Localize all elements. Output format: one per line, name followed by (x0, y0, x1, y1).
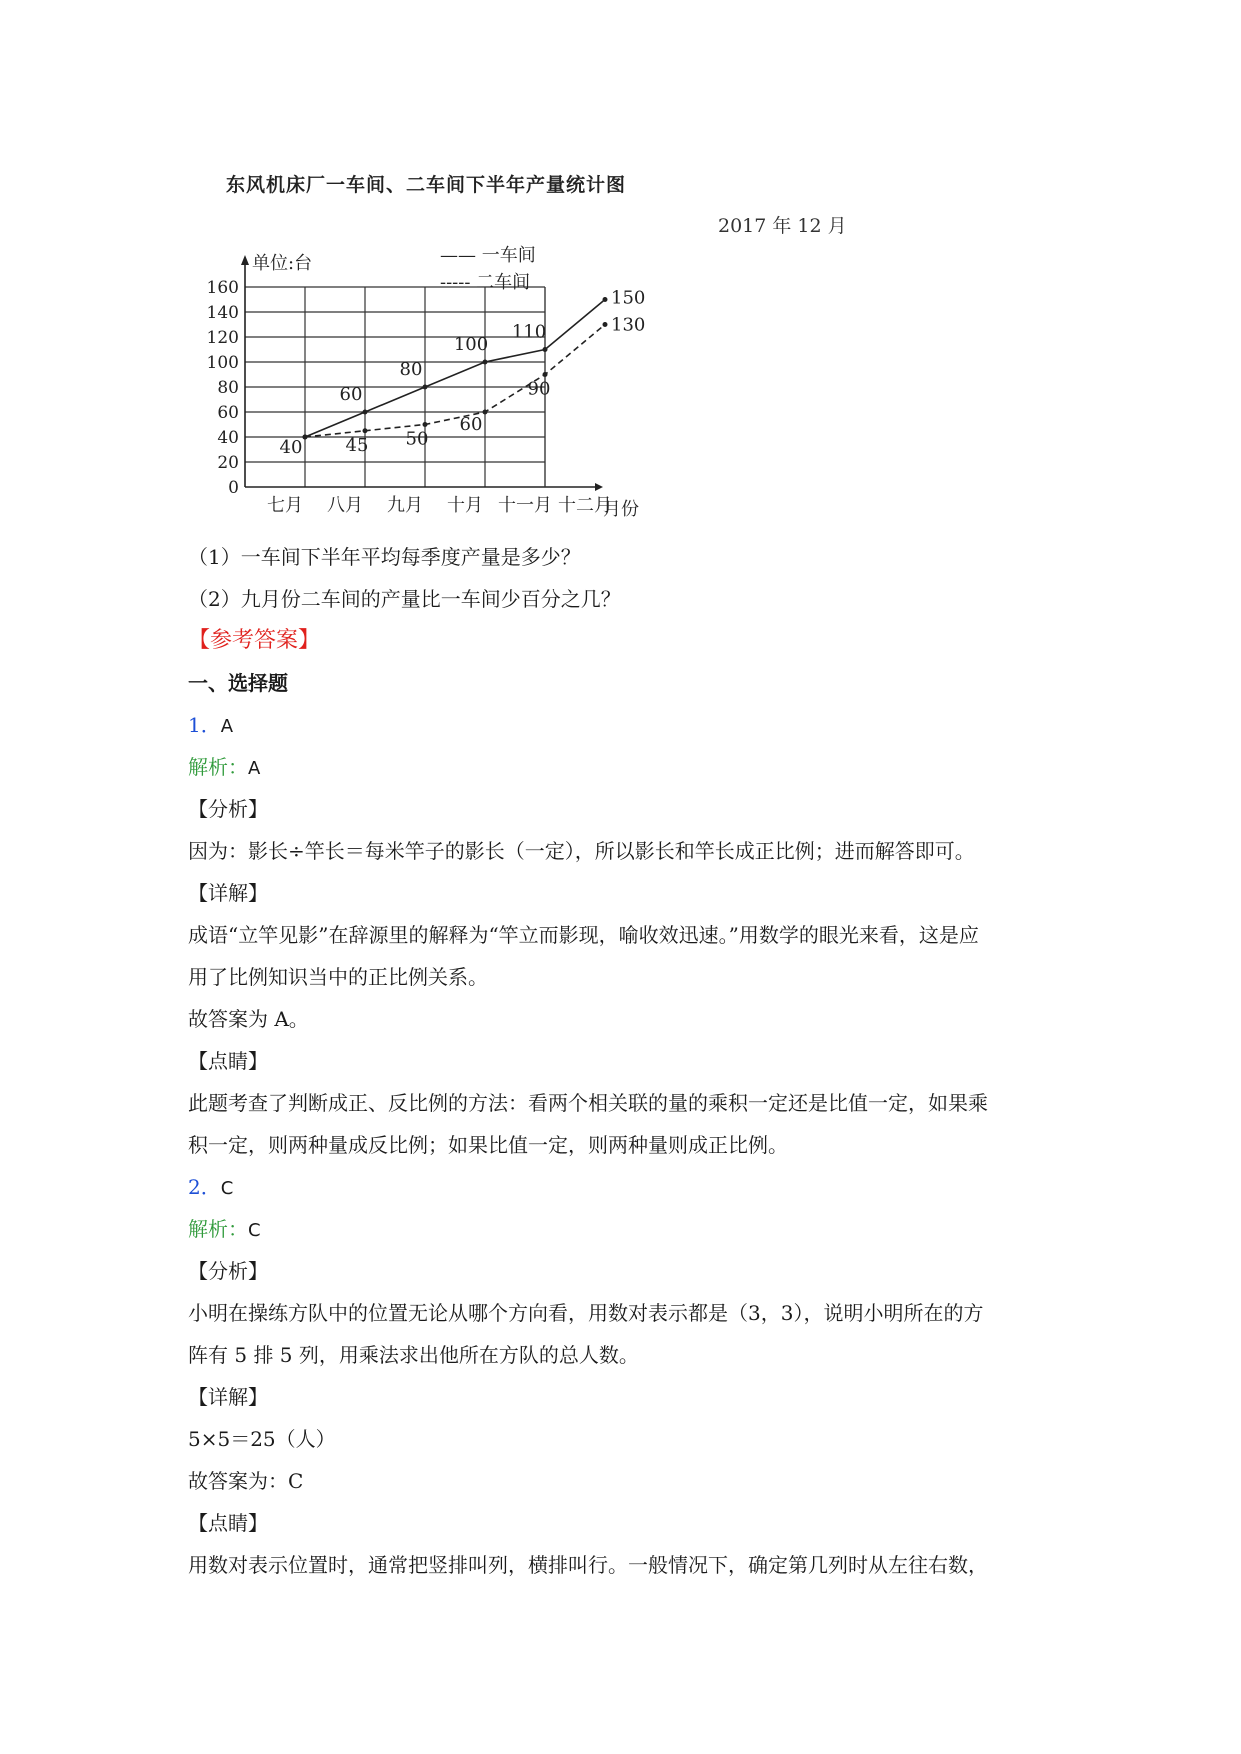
line-chart (185, 235, 705, 535)
xiangjie-label: 【详解】 (188, 1385, 268, 1409)
answer-2-jiexi (188, 1216, 261, 1244)
answer-choice: C (220, 1178, 234, 1199)
y-tick-label: 140 (206, 303, 239, 323)
jiexi-label: 解析： (188, 755, 248, 779)
jiexi-value: C (248, 1220, 261, 1241)
data-point (543, 347, 548, 352)
data-label: 100 (453, 334, 489, 355)
data-label: 40 (279, 437, 303, 458)
answer-header: 【参考答案】 (188, 628, 321, 653)
answer-choice: A (220, 716, 234, 737)
data-label: 150 (611, 287, 646, 309)
x-tick-label: 七月 (267, 495, 303, 516)
xiangjie-text: 故答案为 A。 (188, 1007, 309, 1031)
jiexi-label: 解析： (188, 1217, 248, 1241)
data-label: 90 (527, 378, 551, 400)
data-label: 130 (611, 314, 646, 336)
answer-2-heading (188, 1174, 233, 1202)
y-tick-label: 160 (206, 278, 239, 298)
dianjing-text: 用数对表示位置时，通常把竖排叫列，横排叫行。一般情况下，确定第几列时从左往右数， (188, 1553, 988, 1577)
chart-title: 东风机床厂一车间、二车间下半年产量统计图 (226, 174, 627, 196)
data-point (423, 385, 428, 390)
x-tick-label: 九月 (387, 495, 423, 516)
xiangjie-text: 故答案为：C (188, 1469, 304, 1493)
x-axis-label: 月份 (603, 499, 639, 520)
answer-number: 1． (188, 713, 221, 737)
data-point (483, 410, 488, 415)
dianjing-text: 积一定，则两种量成反比例；如果比值一定，则两种量则成正比例。 (188, 1133, 788, 1157)
x-axis-arrow (595, 483, 603, 491)
xiangjie-text: 成语“立竿见影”在辞源里的解释为“竿立而影现，喻收效迅速。”用数学的眼光来看，这是应 (188, 923, 979, 947)
xiangjie-text: 5×5＝25（人） (188, 1427, 336, 1451)
question-2: （2）九月份二车间的产量比一车间少百分之几？ (188, 587, 621, 611)
data-point (423, 422, 428, 427)
y-tick-label: 20 (217, 453, 239, 473)
y-axis-label: 单位:台 (252, 253, 313, 274)
legend-entry: —— 一车间 (440, 245, 536, 266)
data-point (543, 372, 548, 377)
dianjing-label: 【点睛】 (188, 1049, 268, 1073)
dianjing-text: 此题考查了判断成正、反比例的方法：看两个相关联的量的乘积一定还是比值一定，如果乘 (188, 1091, 988, 1115)
data-label: 60 (339, 384, 363, 405)
chart-date: 2017 年 12 月 (718, 215, 847, 237)
x-tick-label: 十一月 (498, 495, 552, 516)
fenxi-text: 阵有 5 排 5 列，用乘法求出他所在方队的总人数。 (188, 1343, 639, 1367)
data-point (363, 410, 368, 415)
data-label: 110 (511, 321, 547, 343)
question-1: （1）一车间下半年平均每季度产量是多少？ (188, 545, 581, 569)
dianjing-label: 【点睛】 (188, 1511, 268, 1535)
xiangjie-text: 用了比例知识当中的正比例关系。 (188, 965, 488, 989)
y-tick-label: 120 (206, 328, 239, 348)
fenxi-text: 小明在操练方队中的位置无论从哪个方向看，用数对表示都是（3，3），说明小明所在的方 (188, 1301, 984, 1325)
legend-entry: ----- 二车间 (440, 272, 531, 293)
xiangjie-label: 【详解】 (188, 881, 268, 905)
answer-1-jiexi (188, 754, 260, 782)
data-point (603, 297, 608, 302)
x-tick-label: 八月 (327, 495, 363, 516)
data-point (303, 435, 308, 440)
fenxi-text: 因为：影长÷竿长＝每米竿子的影长（一定），所以影长和竿长成正比例；进而解答即可。 (188, 839, 975, 863)
data-label: 60 (459, 414, 483, 435)
y-tick-label: 0 (228, 478, 239, 498)
y-tick-label: 80 (217, 378, 239, 398)
y-axis-arrow (241, 255, 249, 265)
fenxi-label: 【分析】 (188, 797, 268, 821)
data-point (483, 360, 488, 365)
y-tick-label: 40 (217, 428, 239, 448)
y-tick-label: 60 (217, 403, 239, 423)
jiexi-value: A (248, 758, 261, 779)
fenxi-label: 【分析】 (188, 1259, 268, 1283)
data-label: 80 (399, 359, 423, 380)
section-title: 一、选择题 (188, 671, 288, 695)
data-point (603, 322, 608, 327)
data-label: 45 (345, 434, 369, 456)
data-label: 50 (405, 428, 429, 450)
data-point (363, 428, 368, 433)
y-tick-label: 100 (206, 353, 239, 373)
series-line-1 (305, 300, 605, 438)
answer-number: 2． (188, 1175, 221, 1199)
answer-1-heading (188, 712, 233, 740)
x-tick-label: 十二月 (558, 495, 612, 516)
x-tick-label: 十月 (447, 495, 483, 516)
